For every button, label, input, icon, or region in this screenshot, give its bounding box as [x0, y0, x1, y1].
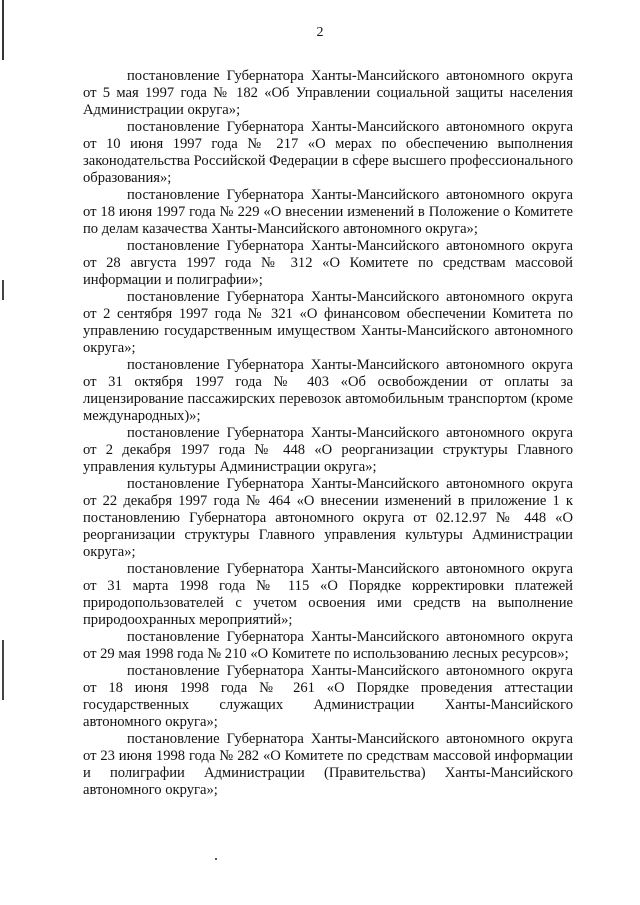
list-item: постановление Губернатора Ханты-Мансийского автономного округа от 2 сентября 1997 года № 321 «О финансовом обеспечении Комитета по управлению государственным имуществом Ханты-Мансийского автономного округа»;	[83, 289, 573, 356]
list-item: постановление Губернатора Ханты-Мансийского автономного округа от 31 октября 1997 года № 403 «Об освобождении от оплаты за лицензирование пассажирских перевозок автомобильным транспортом (кроме международных)»;	[83, 357, 573, 424]
list-item: постановление Губернатора Ханты-Мансийского автономного округа от 28 августа 1997 года № 312 «О Комитете по средствам массовой информации и полиграфии»;	[83, 238, 573, 288]
list-item: постановление Губернатора Ханты-Мансийского автономного округа от 31 марта 1998 года № 115 «О Порядке корректировки платежей природопользователей с учетом освоения ими средств на выполнение природоохранных мероприятий»;	[83, 561, 573, 628]
page-number: 2	[316, 25, 324, 40]
list-item: постановление Губернатора Ханты-Мансийского автономного округа от 18 июня 1998 года № 261 «О Порядке проведения аттестации государственных служащих Администрации Ханты-Мансийского автономного округа»;	[83, 663, 573, 730]
list-item: постановление Губернатора Ханты-Мансийского автономного округа от 5 мая 1997 года № 182 «Об Управлении социальной защиты населения Администрации округа»;	[83, 68, 573, 118]
document-body	[83, 68, 573, 799]
list-item: постановление Губернатора Ханты-Мансийского автономного округа от 29 мая 1998 года № 210 «О Комитете по использованию лесных ресурсов»;	[83, 629, 573, 662]
list-item: постановление Губернатора Ханты-Мансийского автономного округа от 2 декабря 1997 года № 448 «О реорганизации структуры Главного управления культуры Администрации округа»;	[83, 425, 573, 475]
list-item: постановление Губернатора Ханты-Мансийского автономного округа от 18 июня 1997 года № 229 «О внесении изменений в Положение о Комитете по делам казачества Ханты-Мансийского автономного округа»;	[83, 187, 573, 237]
list-item: постановление Губернатора Ханты-Мансийского автономного округа от 23 июня 1998 года № 282 «О Комитете по средствам массовой информации и полиграфии Администрации (Правительства) Ханты-Мансийского автономного округа»;	[83, 731, 573, 798]
list-item: постановление Губернатора Ханты-Мансийского автономного округа от 22 декабря 1997 года № 464 «О внесении изменений в приложение 1 к постановлению Губернатора автономного округа от 02.12.97 № 448 «О реорганизации структуры Главного управления культуры Администрации округа»;	[83, 476, 573, 560]
scan-edge-mark	[2, 0, 4, 905]
scan-speck	[215, 858, 217, 860]
list-item: постановление Губернатора Ханты-Мансийского автономного округа от 10 июня 1997 года № 217 «О мерах по обеспечению выполнения законодательства Российской Федерации в сфере высшего профессионального образования»;	[83, 119, 573, 186]
